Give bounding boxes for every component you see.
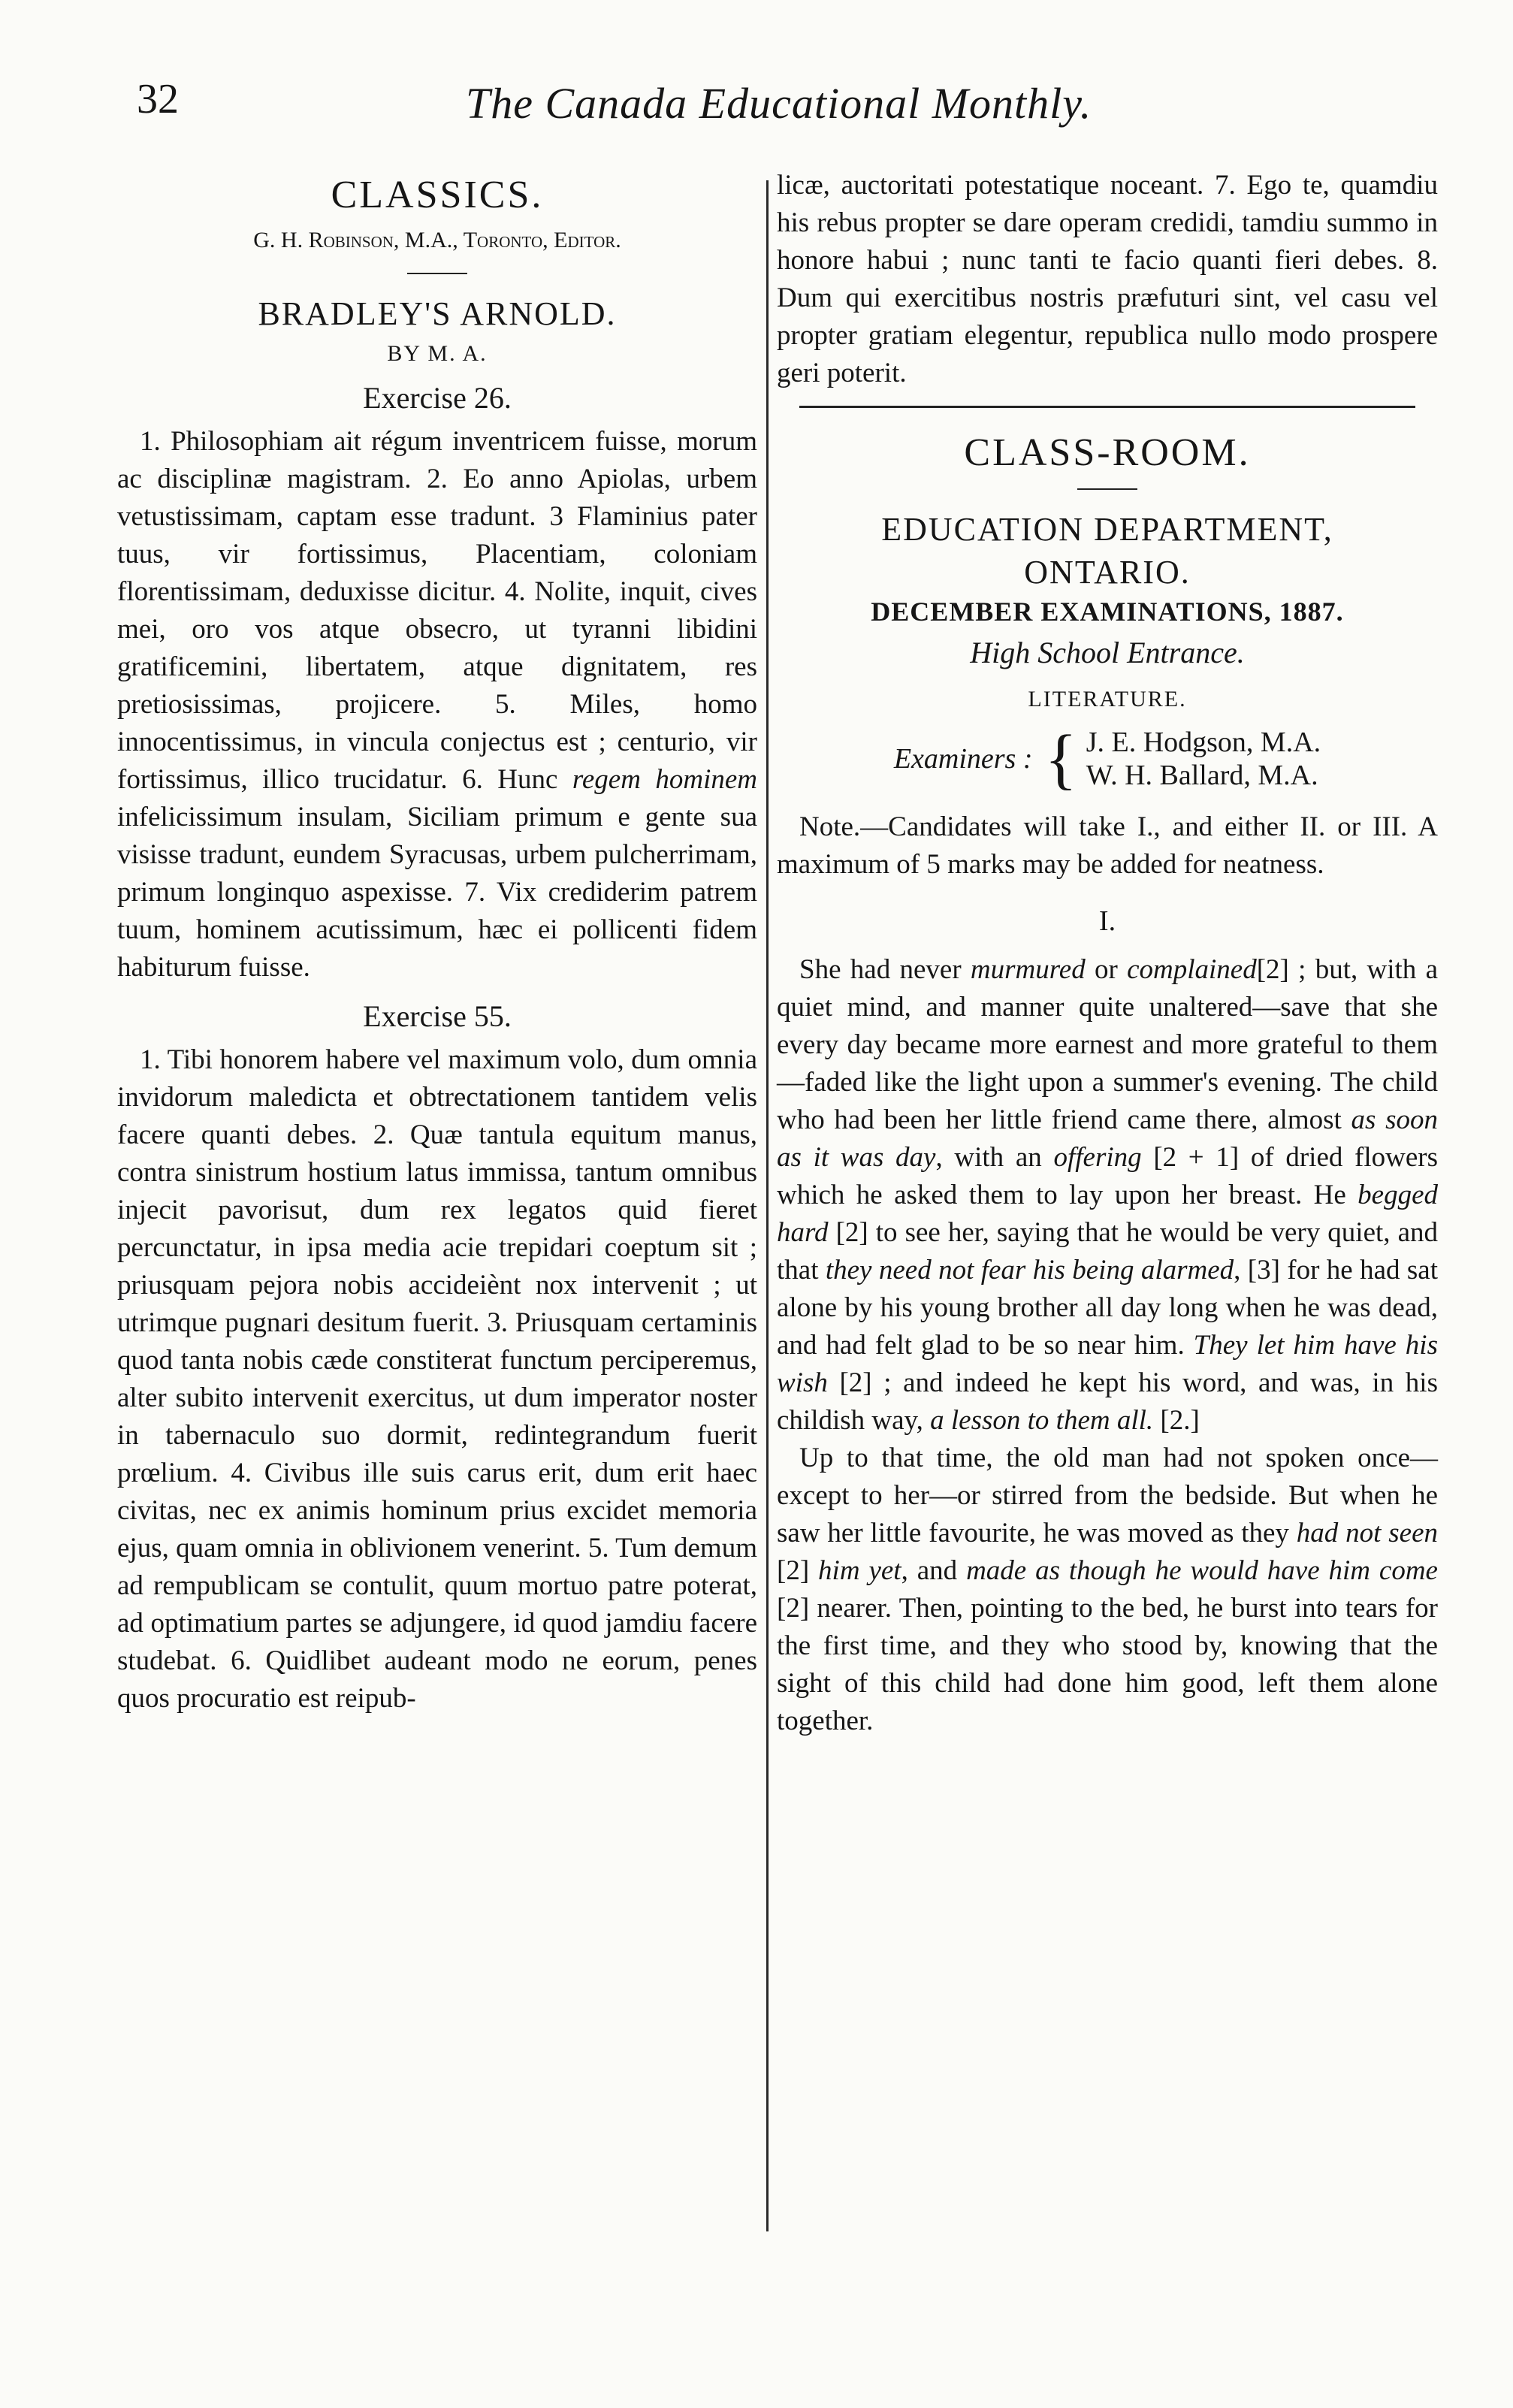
exercise-26-text	[117, 423, 757, 986]
italic-run: made as though he would have him come	[966, 1555, 1438, 1587]
italic-run: regem hominem	[572, 763, 757, 795]
brace-icon: {	[1044, 721, 1077, 796]
text-run: She had never	[799, 954, 971, 986]
text-run: [2]	[777, 1555, 819, 1587]
editor-line: G. H. Robinson, M.A., Toronto, Editor.	[253, 228, 621, 252]
text-run: [2] nearer. Then, pointing to the bed, he burst into tears for the first time, and they who stood by, knowing that the sight of this child had done him good, left them alone together.	[777, 1593, 1438, 1737]
text-run: [2 + 1] of dried flowers which he asked them to lay upon her breast. He	[777, 1142, 1438, 1211]
left-column	[117, 167, 757, 1718]
text-run: [2] to see her, saying that he would be very quiet, and that	[777, 1217, 1438, 1286]
italic-run: complained	[1127, 954, 1257, 986]
running-title: The Canada Educational Monthly.	[466, 79, 1092, 128]
italic-run: begged hard	[777, 1180, 1438, 1249]
long-rule	[799, 406, 1415, 408]
note-text: Note.—Candidates will take I., and either II. or III. A maximum of 5 marks may be added for neatness.	[777, 811, 1438, 881]
section-heading-classroom: CLASS-ROOM.	[964, 431, 1251, 474]
part-number: I.	[1098, 905, 1116, 938]
passage-paragraph-1	[777, 951, 1438, 1440]
text-run: [2] ; but, with a quiet mind, and manner quite unaltered—save that she every day became more earnest and more grateful to them—faded like the light upon a summer's evening. The child who had been her little friend came there, almost	[777, 954, 1438, 1136]
italic-run: offering	[1053, 1142, 1142, 1174]
text-run: [2] ; and indeed he kept his word, and was, in his childish way,	[777, 1367, 1438, 1437]
examiner-2: W. H. Ballard, M.A.	[1086, 760, 1318, 792]
passage-paragraph-2	[777, 1440, 1438, 1740]
examiners-block	[777, 721, 1438, 796]
subject-heading: LITERATURE.	[1028, 687, 1187, 712]
italic-run: they need not fear his being alarmed	[825, 1255, 1234, 1286]
text-run: infelicissimum insulam, Siciliam primum e gente sua visisse tradunt, eundem Syracusas, urbem pulcherrimam, primum longinquo aspexisse. 7. Vix crediderim patrem tuum, hominem acutissimum, hæc ei pollicenti fidem habiturum fuisse.	[117, 801, 757, 983]
byline: BY M. A.	[387, 340, 488, 366]
exercise-55-title: Exercise 55.	[363, 999, 512, 1033]
exam-subtitle: High School Entrance.	[970, 636, 1245, 670]
text-run: , [3] for he had sat alone by his young brother all day long when he was dead, and had felt glad to be so near him.	[777, 1255, 1438, 1361]
exercise-26-title: Exercise 26.	[363, 380, 512, 415]
department-line-1: EDUCATION DEPARTMENT,	[881, 511, 1333, 548]
short-rule	[1077, 488, 1137, 490]
exams-heading: DECEMBER EXAMINATIONS, 1887.	[871, 597, 1344, 627]
section-heading-classics: CLASSICS.	[331, 174, 544, 216]
examiner-1: J. E. Hodgson, M.A.	[1086, 727, 1321, 759]
exercise-55-text: 1. Tibi honorem habere vel maximum volo, dum omnia invidorum maledicta et obtrectationem tantidem velis facere quanti debes. 2. Quæ tantula equitum manus, contra sinistrum hostium latus immissa, tantum omnibus injecit pavorisut, dum rex legatos quid fieret percunctatur, in ipsa media acie trepidari coeptum sit ; priusquam pejora nobis accideiènt nox intervenit ; ut utrimque pugnari desitum fuerit. 3. Priusquam certaminis quod tanta nobis cæde constiterat functum perciperemus, alter subito intervenit exercitus, ut dum imperator noster in tabernaculo suo dormit, redintegrandum fuerit prœlium. 4. Civibus ille suis carus erit, dum erit haec civitas, nec ex animis hominum prius excidet memoria ejus, quam omnia in oblivionem venerint. 5. Tum demum ad rempublicam se contulit, quum mortuo patre poterat, ad optimatium partes se adjungere, id quod jamdiu facere studebat. 6. Quidlibet audeant modo ne eorum, penes quos procuratio est reipub-	[117, 1044, 757, 1714]
article-title: BRADLEY'S ARNOLD.	[258, 295, 617, 332]
text-run: or	[1085, 954, 1128, 986]
text-run: , and	[901, 1555, 967, 1587]
right-column	[777, 167, 1438, 1740]
text-run: 1. Philosophiam ait régum inventricem fuisse, morum ac disciplinæ magistram. 2. Eo anno Apiolas, urbem vetustissimam, captam esse tradunt. 3 Flaminius pater tuus, vir fortissimus, Placentiam, coloniam florentissimam, deduxisse dicitur. 4. Nolite, inquit, cives mei, oro vos atque obsecro, ut tyranni libidini gratificemini, libertatem, atque dignitatem, res pretiosissimas, projicere. 5. Miles, homo innocentissimus, in vincula conjectus est ; centurio, vir fortissimus, illico trucidatur. 6. Hunc	[117, 425, 757, 795]
page-number: 32	[137, 76, 179, 122]
text-run: Up to that time, the old man had not spoken once—except to her—or stirred from the bedside. But when he saw her little favourite, he was moved as they	[777, 1443, 1438, 1549]
italic-run: They let him have his wish	[777, 1330, 1438, 1399]
text-run: , with an	[935, 1142, 1054, 1174]
column-divider	[766, 180, 769, 2231]
italic-run: murmured	[970, 954, 1086, 986]
examiners-label: Examiners :	[893, 743, 1033, 775]
italic-run: had not seen	[1296, 1518, 1438, 1549]
text-run: [2.]	[1153, 1405, 1200, 1437]
italic-run: him yet	[818, 1555, 901, 1587]
italic-run: a lesson to them all.	[930, 1405, 1154, 1437]
italic-run: as soon as it was day	[777, 1104, 1438, 1174]
department-line-2: ONTARIO.	[1024, 553, 1191, 591]
examiner-list	[1086, 726, 1321, 792]
continued-text: licæ, auctoritati potestatique noceant. 7. Ego te, quamdiu his rebus propter se dare operam credidi, tamdiu summo in honore habui ; nunc tanti te facio quanti fieri debes. 8. Dum qui exercitibus nostris præfuturi sint, vel casu vel propter gratiam elegentur, republica nullo modo prospere geri poterit.	[777, 170, 1438, 388]
short-rule	[407, 273, 467, 274]
